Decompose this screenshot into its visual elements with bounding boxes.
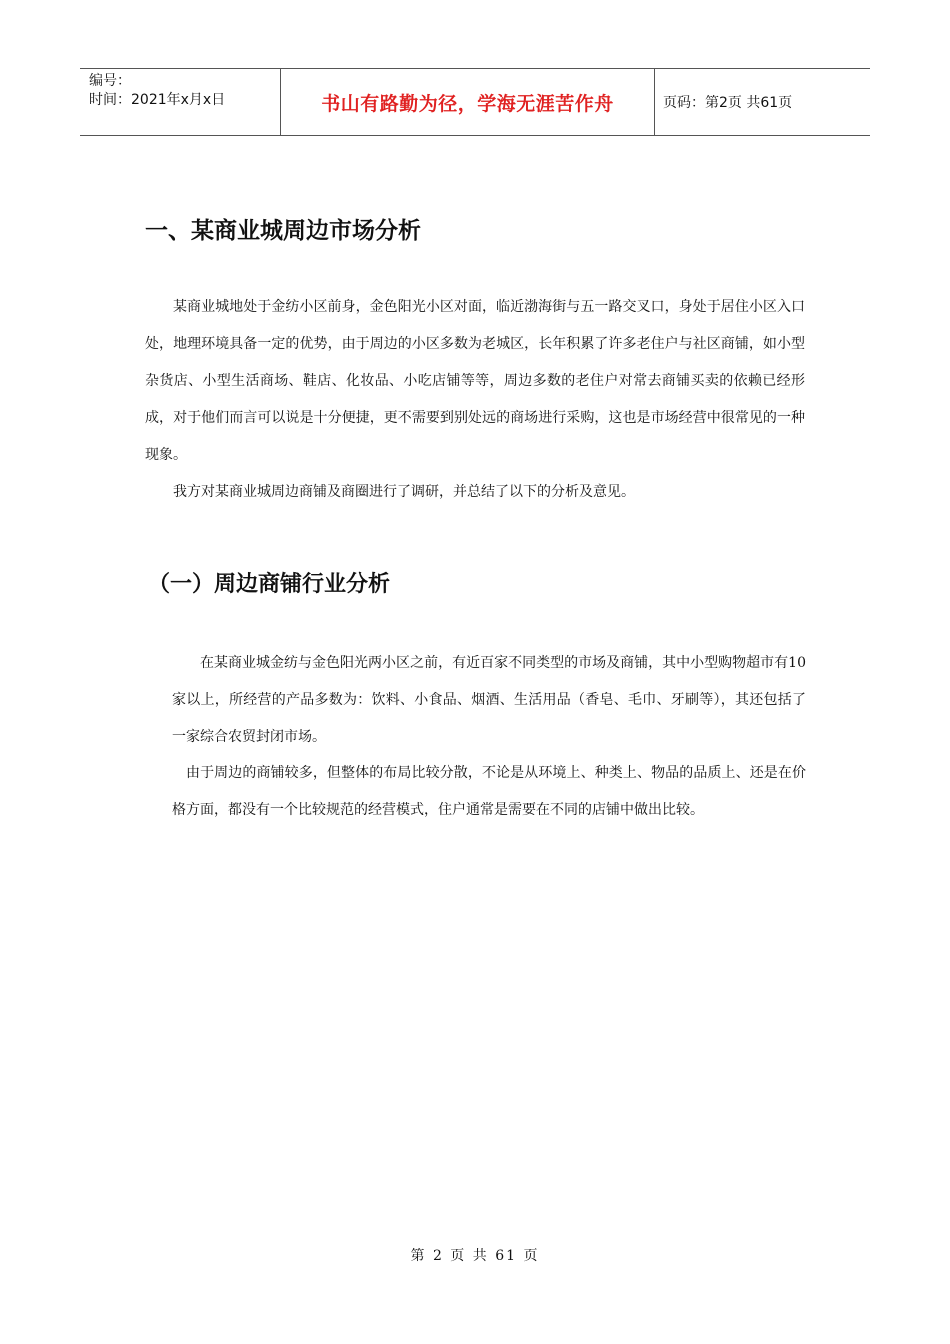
paragraph: 我方对某商业城周边商铺及商圈进行了调研，并总结了以下的分析及意见。 [173,484,635,500]
paragraph: 某商业城地处于金纺小区前身，金色阳光小区对面，临近渤海街与五一路交叉口，身处于居住小区入口处，地理环境具备一定的优势，由于周边的小区多数为老城区，长年积累了许多老住户与社区商铺，如小型杂货店、小型生活商场、鞋店、化妆品、小吃店铺等等，周边多数的老住户对常去商铺买卖的依赖已经形成，对于他们而言可以说是十分便捷，更不需要到别处远的商场进行采购，这也是市场经营中很常见的一种现象。 [145,299,805,463]
section-title-market-analysis: 一、某商业城周边市场分析 [145,218,421,244]
header-page-info: 页码：第2页 共61页 [663,95,793,111]
subsection-title-shop-analysis: （一）周边商铺行业分析 [148,572,391,597]
page-footer: 第 2 页 共 61 页 [410,1248,540,1264]
header-motto: 书山有路勤为径，学海无涯苦作舟 [281,69,655,135]
page-header [80,68,870,136]
header-meta [80,69,281,135]
time-label: 时间：2021年x月x日 [89,92,226,108]
paragraph: 在某商业城金纺与金色阳光两小区之前，有近百家不同类型的市场及商铺，其中小型购物超市有10家以上，所经营的产品多数为：饮料、小食品、烟酒、生活用品（香皂、毛巾、牙刷等），其还包括了一家综合农贸封闭市场。 [172,655,806,745]
number-label: 编号： [89,73,131,89]
paragraph: 由于周边的商铺较多，但整体的布局比较分散，不论是从环境上、种类上、物品的品质上、还是在价格方面，都没有一个比较规范的经营模式，住户通常是需要在不同的店铺中做出比较。 [172,765,806,818]
